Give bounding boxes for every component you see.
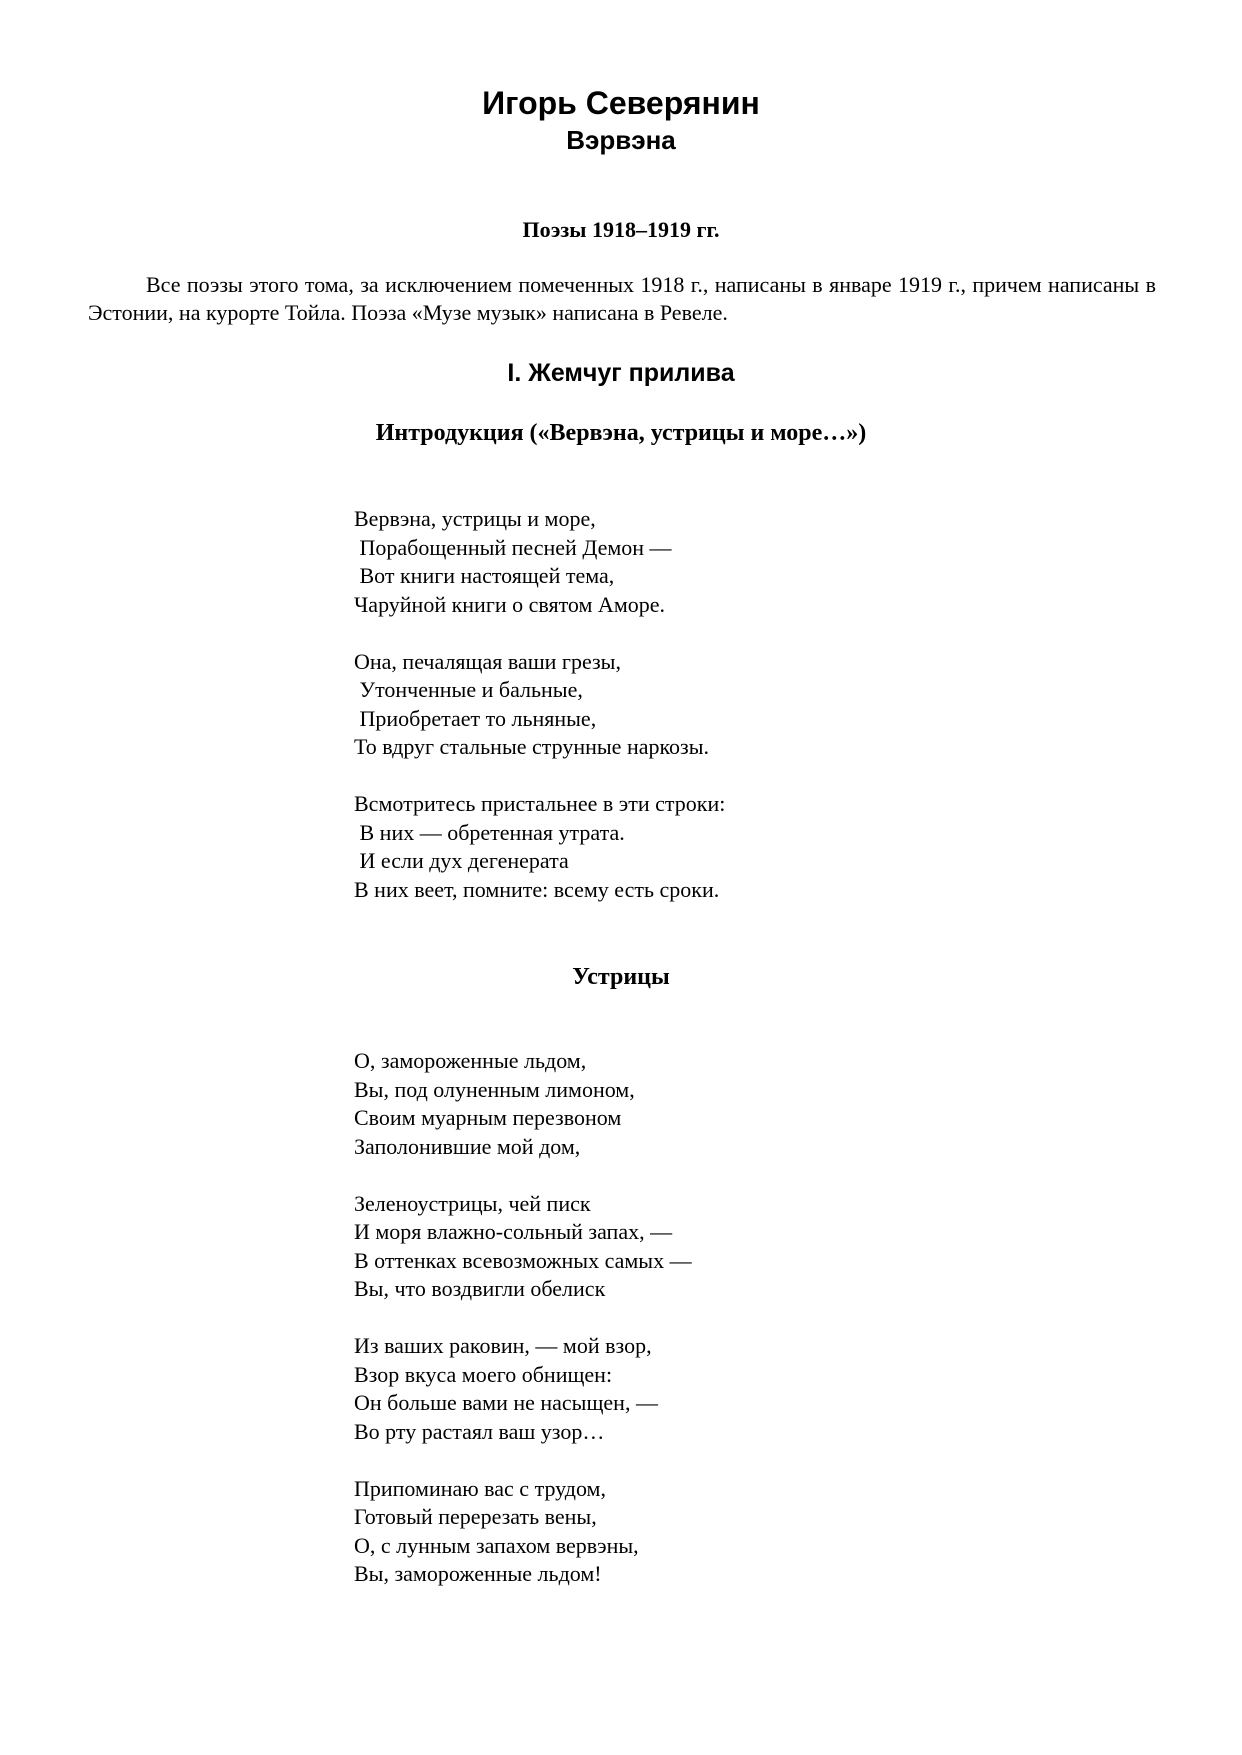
verse-line: О, с лунным запахом вервэны,: [354, 1532, 639, 1558]
stanza: [354, 1475, 692, 1589]
author-name: Игорь Северянин: [482, 85, 760, 121]
verse-line: Готовый перерезать вены,: [354, 1504, 597, 1529]
verse-line: Зеленоустрицы, чей писк: [354, 1190, 591, 1216]
verse-line: Приобретает то льняные,: [354, 705, 597, 731]
verse-line: Он больше вами не насыщен, —: [354, 1390, 658, 1415]
verse-line: Из ваших раковин, — мой взор,: [354, 1333, 652, 1358]
poem-title: Интродукция («Вервэна, устрицы и море…»): [375, 420, 867, 446]
stanza: [354, 1332, 692, 1446]
verse-line: Взор вкуса моего обнищен:: [354, 1361, 613, 1387]
collection-title: Поэзы 1918–1919 гг.: [522, 217, 720, 242]
verse-line: Своим муарным перезвоном: [354, 1105, 622, 1130]
section-title: I. Жемчуг прилива: [507, 359, 735, 387]
stanza: [354, 1047, 692, 1161]
verse-line: Всмотритесь пристальнее в эти строки:: [354, 791, 726, 816]
verse-line: Она, печалящая ваши грезы,: [354, 648, 621, 674]
verse-line: В них — обретенная утрата.: [354, 819, 625, 845]
verse-line: Вы, под олуненным лимоном,: [354, 1076, 635, 1102]
verse-line: Вервэна, устрицы и море,: [354, 506, 596, 531]
verse-line: Вы, что воздвигли обелиск: [354, 1276, 606, 1301]
poem-body: [354, 505, 725, 933]
verse-line: То вдруг стальные струнные наркозы.: [354, 734, 710, 759]
verse-line: О, замороженные льдом,: [354, 1048, 587, 1073]
verse-line: И если дух дегенерата: [354, 848, 569, 873]
verse-line: Припоминаю вас с трудом,: [354, 1475, 606, 1501]
poem-title: Устрицы: [572, 964, 670, 990]
verse-line: В них веет, помните: всему есть сроки.: [354, 876, 720, 902]
verse-line: Заполонившие мой дом,: [354, 1133, 581, 1159]
verse-line: В оттенках всевозможных самых —: [354, 1247, 692, 1273]
stanza: [354, 505, 725, 619]
poem-body: [354, 1047, 692, 1617]
stanza: [354, 648, 725, 762]
introductory-note: Все поэзы этого тома, за исключением помеченных 1918 г., написаны в январе 1919 г., причем написаны в Эстонии, на курорте Тойла. Поэза «Музе музык» написана в Ревеле.: [88, 272, 1156, 325]
verse-line: Во рту растаял ваш узор…: [354, 1418, 605, 1444]
book-title: Вэрвэна: [566, 125, 676, 155]
verse-line: И моря влажно-сольный запах, —: [354, 1219, 673, 1244]
verse-line: Чаруйной книги о святом Аморе.: [354, 591, 666, 617]
stanza: [354, 790, 725, 904]
verse-line: Вы, замороженные льдом!: [354, 1561, 602, 1586]
verse-line: Утонченные и бальные,: [354, 677, 583, 702]
verse-line: Вот книги настоящей тема,: [354, 563, 615, 588]
verse-line: Порабощенный песней Демон —: [354, 534, 672, 560]
stanza: [354, 1190, 692, 1304]
